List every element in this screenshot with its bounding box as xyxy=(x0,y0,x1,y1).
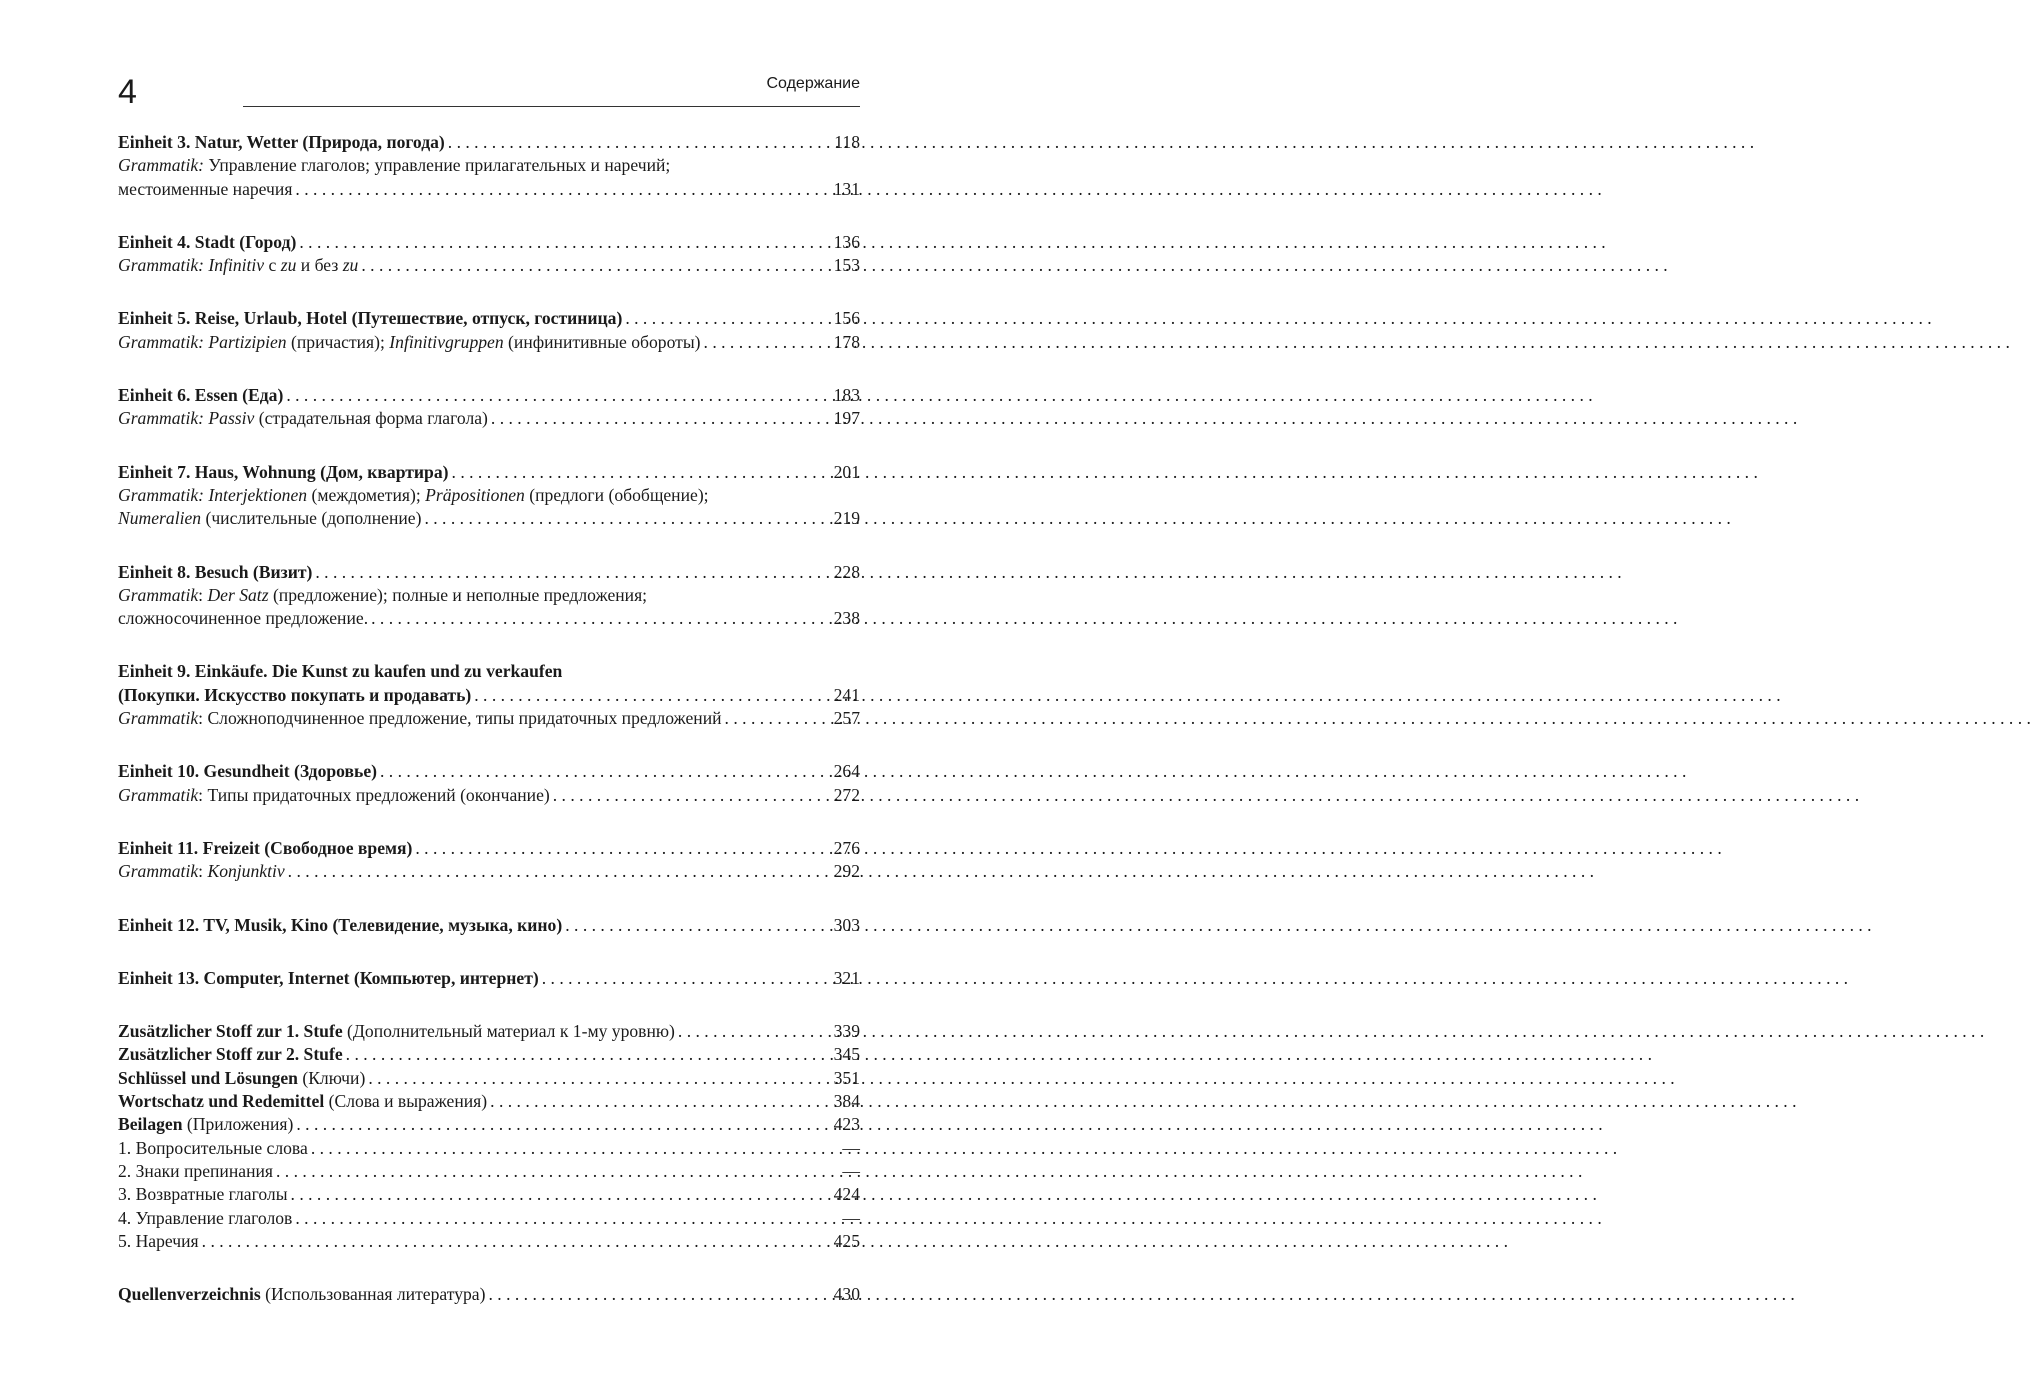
entry-text: (Ключи) xyxy=(297,1067,366,1088)
toc-page-number: 136 xyxy=(833,231,860,252)
dot-leader xyxy=(424,507,830,530)
toc-entry[interactable] xyxy=(118,231,860,254)
toc-entry[interactable] xyxy=(118,1183,860,1206)
dot-leader xyxy=(380,760,831,783)
toc-page-number: 118 xyxy=(834,132,860,152)
toc-page-number: — xyxy=(842,1160,860,1181)
toc-entry[interactable] xyxy=(118,914,860,937)
toc-entry-title xyxy=(118,254,358,277)
grammar-text: и без xyxy=(296,255,343,276)
toc-page-number: — xyxy=(842,1207,860,1228)
grammar-text: (инфинитивные обороты) xyxy=(503,331,701,352)
toc-page-number: 321 xyxy=(833,967,860,988)
grammar-text: (междометия); xyxy=(307,484,426,505)
toc-entry-title: Einheit 12. TV, Musik, Kino (Телевидение, музыка, кино) xyxy=(118,914,563,935)
dot-leader xyxy=(295,178,830,201)
dot-leader xyxy=(295,1207,839,1230)
toc-unit-5 xyxy=(118,307,860,354)
grammar-text: : Типы придаточных предложений (окончание) xyxy=(198,784,550,805)
toc-entry-title: Einheit 7. Haus, Wohnung (Дом, квартира) xyxy=(118,461,449,482)
dot-leader xyxy=(625,307,830,330)
dot-leader xyxy=(299,231,830,254)
dot-leader xyxy=(553,784,831,807)
toc-entry[interactable] xyxy=(118,461,860,484)
toc-unit-10 xyxy=(118,760,860,807)
toc-entry-title: Einheit 10. Gesundheit (Здоровье) xyxy=(118,761,377,782)
entry-text: (Использованная литература) xyxy=(260,1284,486,1305)
toc-entry[interactable] xyxy=(118,1043,860,1066)
grammar-text: : xyxy=(198,584,208,605)
toc-unit-3 xyxy=(118,131,860,201)
grammar-label: Grammatik xyxy=(118,584,199,605)
grammar-text: : xyxy=(198,861,208,882)
toc-page-number: 153 xyxy=(833,255,860,276)
toc-unit-13 xyxy=(118,967,860,990)
dot-leader xyxy=(452,461,831,484)
toc-entry-title xyxy=(118,1020,675,1043)
toc-entry-title: Einheit 6. Essen (Еда) xyxy=(118,385,284,406)
toc-entry[interactable] xyxy=(118,967,860,990)
entry-bold: Beilagen xyxy=(118,1114,183,1135)
toc-entry[interactable] xyxy=(118,178,860,201)
grammar-term: Numeralien xyxy=(118,508,202,529)
toc-unit-6 xyxy=(118,384,860,431)
toc-entry[interactable] xyxy=(118,860,860,883)
toc-entry[interactable] xyxy=(118,1113,860,1136)
toc-entry-title: Einheit 13. Computer, Internet (Компьютер, интернет) xyxy=(118,967,539,988)
toc-page-number: 292 xyxy=(833,861,860,882)
entry-bold: Quellenverzeichnis xyxy=(118,1284,261,1305)
toc-entry-title xyxy=(118,407,488,430)
toc-page-number: 238 xyxy=(833,608,860,629)
toc-page-number: — xyxy=(842,1137,860,1158)
dot-leader xyxy=(725,707,831,730)
dot-leader xyxy=(311,1137,840,1160)
toc-grammar-line xyxy=(118,484,860,507)
toc-page-number: 183 xyxy=(833,385,860,406)
dot-leader xyxy=(491,407,831,430)
grammar-text: : Сложноподчиненное предложение, типы придаточных предложений xyxy=(198,708,722,729)
toc-entry-title: сложносочиненное предложение. xyxy=(118,608,369,629)
toc-unit-8 xyxy=(118,561,860,631)
dot-leader xyxy=(371,607,831,630)
grammar-term: zu xyxy=(280,255,297,276)
dot-leader xyxy=(361,254,830,277)
toc-page-number: 131 xyxy=(833,178,860,199)
entry-text: (Слова и выражения) xyxy=(324,1091,488,1112)
toc-entry[interactable] xyxy=(118,837,860,860)
toc-entry[interactable] xyxy=(118,1207,860,1230)
grammar-label: Grammatik xyxy=(118,708,199,729)
entry-text: (Приложения) xyxy=(182,1114,294,1135)
grammar-label: Grammatik: Passiv xyxy=(118,408,255,429)
toc-entry-title: 4. Управление глаголов xyxy=(118,1207,293,1228)
toc-grammar-line xyxy=(118,584,860,607)
toc-entry[interactable] xyxy=(118,607,860,630)
header-rule xyxy=(243,106,860,107)
toc-entry[interactable] xyxy=(118,1283,860,1306)
toc-entry-title: 2. Знаки препинания xyxy=(118,1160,273,1181)
toc-entry-title: местоименные наречия xyxy=(118,178,293,199)
toc-page-number: 241 xyxy=(833,684,860,705)
toc-entry[interactable] xyxy=(118,561,860,584)
toc-entry-title xyxy=(118,331,701,354)
toc-unit-9 xyxy=(118,660,860,730)
toc-unit-12 xyxy=(118,914,860,937)
toc-entry[interactable] xyxy=(118,1230,860,1253)
toc-entry[interactable] xyxy=(118,1160,860,1183)
toc-entry-title xyxy=(118,784,550,807)
toc-sources xyxy=(118,1283,860,1306)
dot-leader xyxy=(368,1067,830,1090)
toc-page-number: 384 xyxy=(833,1091,860,1112)
toc-page-number: 425 xyxy=(833,1230,860,1251)
dot-leader xyxy=(474,684,830,707)
toc-entry[interactable] xyxy=(118,307,860,330)
dot-leader xyxy=(565,914,830,937)
grammar-text: (причастия); xyxy=(286,331,390,352)
toc-entry[interactable] xyxy=(118,784,860,807)
toc-page-number: 201 xyxy=(833,461,860,482)
toc-entry-title: Einheit 3. Natur, Wetter (Природа, погода) xyxy=(118,132,445,152)
grammar-label: Grammatik: xyxy=(118,155,205,176)
entry-bold: Zusätzlicher Stoff zur 1. Stufe xyxy=(118,1021,343,1042)
toc-page-number: 264 xyxy=(833,761,860,782)
grammar-text: Управление глаголов; управление прилагательных и наречий; xyxy=(204,155,671,176)
toc-unit-7 xyxy=(118,461,860,531)
toc-entry-title xyxy=(118,707,722,730)
grammar-text: (числительные (дополнение) xyxy=(201,508,422,529)
toc-entry[interactable] xyxy=(118,331,860,354)
dot-leader xyxy=(202,1230,831,1253)
toc-entry[interactable] xyxy=(118,1137,860,1160)
table-of-contents xyxy=(118,131,860,1306)
dot-leader xyxy=(296,1113,830,1136)
grammar-term: Infinitivgruppen xyxy=(389,331,504,352)
toc-page-number: 257 xyxy=(833,708,860,729)
toc-back-matter xyxy=(118,1020,860,1253)
toc-entry-title xyxy=(118,507,421,530)
toc-entry-title: Einheit 8. Besuch (Визит) xyxy=(118,561,313,582)
grammar-term: Präpositionen xyxy=(425,484,525,505)
toc-page-number: 178 xyxy=(833,331,860,352)
toc-entry-title: 5. Наречия xyxy=(118,1230,199,1251)
toc-entry[interactable] xyxy=(118,1020,860,1043)
toc-page-number: 339 xyxy=(833,1021,860,1042)
toc-page-number: 423 xyxy=(833,1114,860,1135)
toc-unit-4 xyxy=(118,231,860,278)
dot-leader xyxy=(288,860,831,883)
toc-entry[interactable] xyxy=(118,407,860,430)
dot-leader xyxy=(704,331,831,354)
grammar-text: с xyxy=(264,255,281,276)
toc-entry[interactable] xyxy=(118,760,860,783)
toc-entry[interactable] xyxy=(118,254,860,277)
toc-grammar-line xyxy=(118,154,860,177)
toc-page-number: 197 xyxy=(833,408,860,429)
grammar-label: Grammatik: Interjektionen xyxy=(118,484,308,505)
entry-bold: Wortschatz und Redemittel xyxy=(118,1091,325,1112)
dot-leader xyxy=(678,1020,831,1043)
dot-leader xyxy=(315,561,830,584)
toc-entry-title: Einheit 11. Freizeit (Свободное время) xyxy=(118,837,413,858)
toc-entry[interactable] xyxy=(118,707,860,730)
toc-entry-title: Einheit 4. Stadt (Город) xyxy=(118,231,297,252)
toc-entry-title xyxy=(118,1067,365,1090)
toc-page-number: 276 xyxy=(833,837,860,858)
grammar-label: Grammatik: Partizipien xyxy=(118,331,287,352)
grammar-label: Grammatik: Infinitiv xyxy=(118,255,265,276)
toc-entry-title: Einheit 5. Reise, Urlaub, Hotel (Путешествие, отпуск, гостиница) xyxy=(118,308,623,329)
dot-leader xyxy=(448,131,831,154)
dot-leader xyxy=(276,1160,839,1183)
toc-page-number: 272 xyxy=(833,784,860,805)
toc-page-number: 228 xyxy=(833,561,860,582)
dot-leader xyxy=(488,1283,830,1306)
entry-bold: Schlüssel und Lösungen xyxy=(118,1067,298,1088)
grammar-text: (страдательная форма глагола) xyxy=(254,408,488,429)
toc-entry[interactable] xyxy=(118,1067,860,1090)
toc-entry-title xyxy=(118,1090,487,1113)
grammar-term: Der Satz xyxy=(207,584,269,605)
toc-entry-title xyxy=(118,860,285,883)
toc-entry[interactable] xyxy=(118,131,860,154)
toc-entry[interactable] xyxy=(118,1090,860,1113)
toc-entry-title: Zusätzlicher Stoff zur 2. Stufe xyxy=(118,1044,343,1065)
toc-entry-title: 3. Возвратные глаголы xyxy=(118,1184,288,1205)
toc-entry[interactable] xyxy=(118,384,860,407)
page-number: 4 xyxy=(118,73,137,111)
dot-leader xyxy=(291,1183,831,1206)
dot-leader xyxy=(415,837,830,860)
toc-entry-title xyxy=(118,1283,485,1306)
toc-page-number: 345 xyxy=(833,1044,860,1065)
dot-leader xyxy=(542,967,831,990)
toc-page-number: 219 xyxy=(833,508,860,529)
toc-page-number: 156 xyxy=(833,308,860,329)
entry-text: (Дополнительный материал к 1-му уровню) xyxy=(342,1021,675,1042)
grammar-text: (предложение); полные и неполные предложения; xyxy=(268,584,648,605)
toc-page-number: 430 xyxy=(833,1284,860,1305)
grammar-text: (предлоги (обобщение); xyxy=(524,484,709,505)
toc-entry-title: (Покупки. Искусство покупать и продавать) xyxy=(118,684,472,705)
toc-entry-title: Einheit 9. Einkäufe. Die Kunst zu kaufen und zu verkaufen xyxy=(118,661,563,682)
toc-entry[interactable] xyxy=(118,507,860,530)
dot-leader xyxy=(286,384,830,407)
toc-page-number: 351 xyxy=(833,1067,860,1088)
toc-entry-title: 1. Вопросительные слова xyxy=(118,1137,308,1158)
toc-unit-11 xyxy=(118,837,860,884)
toc-page-number: 303 xyxy=(833,914,860,935)
grammar-label: Grammatik xyxy=(118,784,199,805)
grammar-label: Grammatik xyxy=(118,861,199,882)
toc-page-number: 424 xyxy=(833,1184,860,1205)
grammar-term: Konjunktiv xyxy=(207,861,285,882)
dot-leader xyxy=(346,1043,831,1066)
toc-entry[interactable] xyxy=(118,684,860,707)
dot-leader xyxy=(490,1090,830,1113)
toc-entry-title xyxy=(118,1113,293,1136)
running-title: Содержание xyxy=(766,75,860,92)
grammar-term: zu xyxy=(342,255,359,276)
